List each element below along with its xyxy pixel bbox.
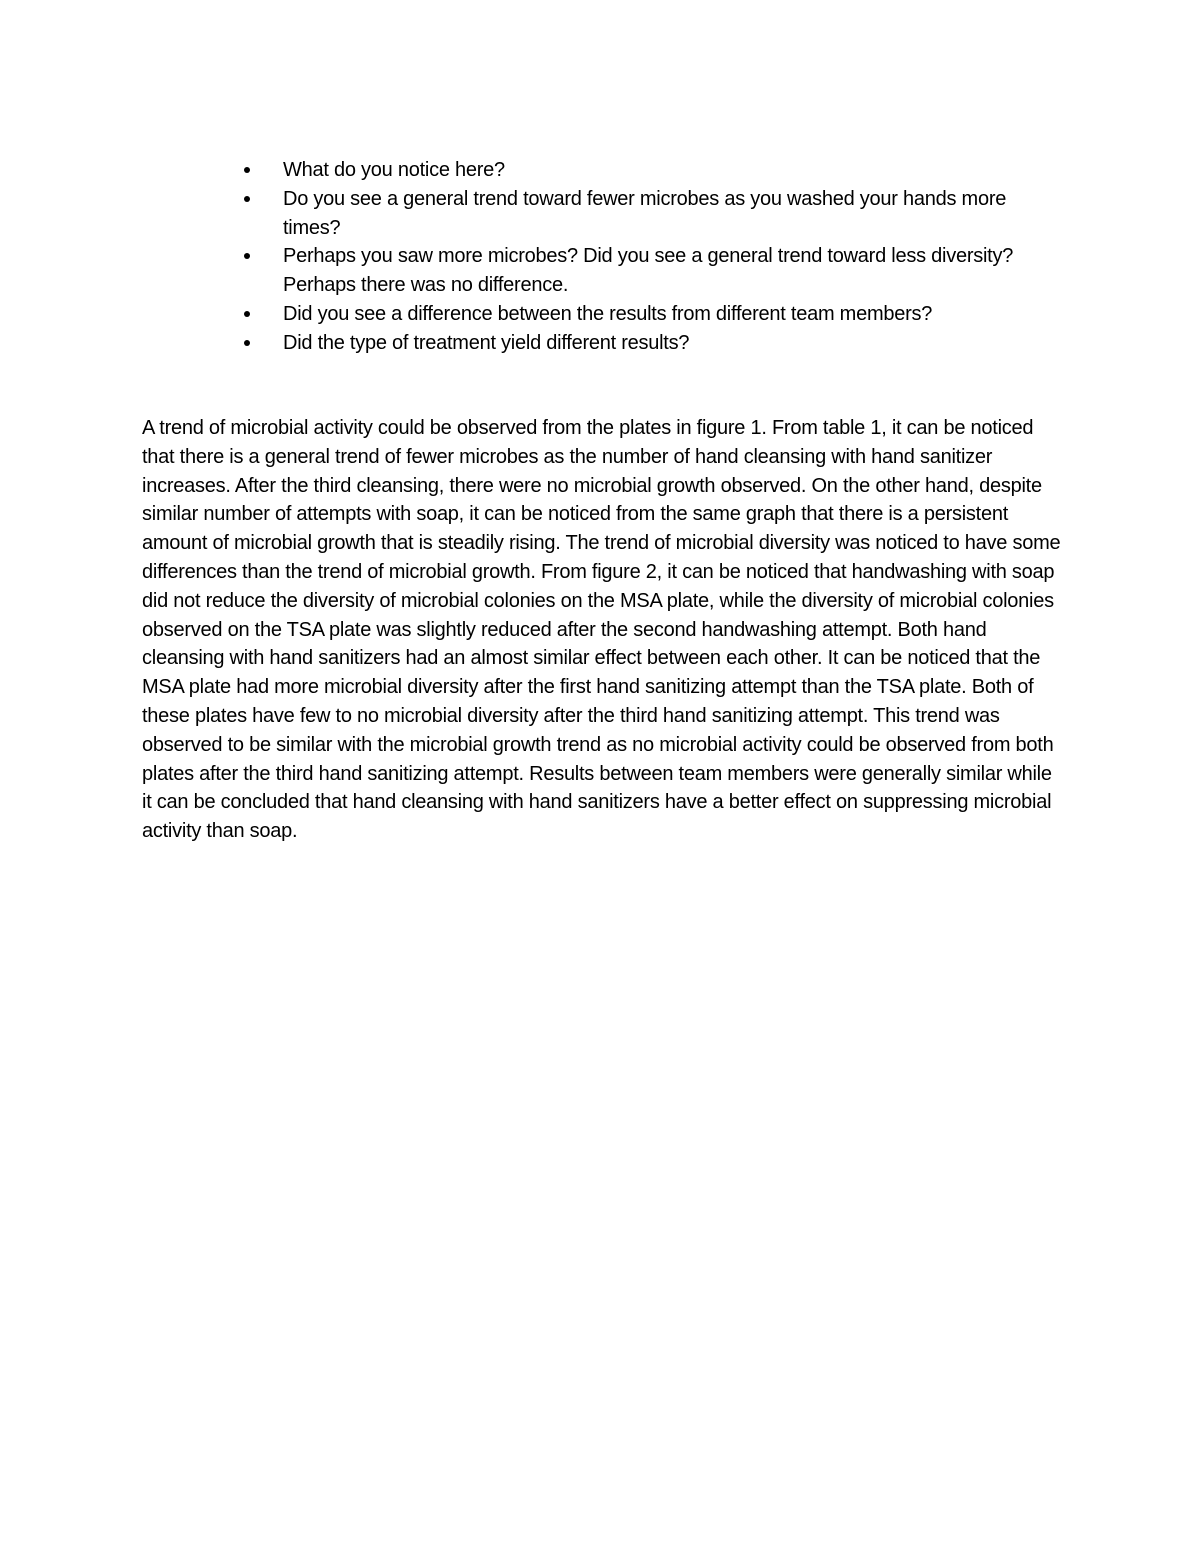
bullet-icon [244, 167, 250, 173]
question-list [242, 156, 1042, 358]
list-item [242, 300, 1042, 329]
list-item-text: Perhaps you saw more microbes? Did you see a general trend toward less diversity? Perhaps there was no difference. [283, 245, 1014, 297]
list-item [242, 329, 1042, 358]
list-item [242, 185, 1042, 243]
bullet-icon [244, 311, 250, 317]
list-item-text: Did the type of treatment yield different results? [283, 331, 690, 354]
list-item [242, 242, 1042, 300]
list-item-text: Did you see a difference between the results from different team members? [283, 302, 933, 325]
list-item-text: Do you see a general trend toward fewer microbes as you washed your hands more times? [283, 187, 1007, 239]
bullet-icon [244, 253, 250, 259]
list-item-text: What do you notice here? [283, 159, 505, 181]
body-paragraph: A trend of microbial activity could be observed from the plates in figure 1. From table 1, it can be noticed that there is a general trend of fewer microbes as the number of hand cleansing with hand sanitizer increases. After the third cleansing, there were no microbial growth observed. On the other hand, despite similar number of attempts with soap, it can be noticed from the same graph that there is a persistent amount of microbial growth that is steadily rising. The trend of microbial diversity was noticed to have some differences than the trend of microbial growth. From figure 2, it can be noticed that handwashing with soap did not reduce the diversity of microbial colonies on the MSA plate, while the diversity of microbial colonies observed on the TSA plate was slightly reduced after the second handwashing attempt. Both hand cleansing with hand sanitizers had an almost similar effect between each other. It can be noticed that the MSA plate had more microbial diversity after the first hand sanitizing attempt than the TSA plate. Both of these plates have few to no microbial diversity after the third hand sanitizing attempt. This trend was observed to be similar with the microbial growth trend as no microbial activity could be observed from both plates after the third hand sanitizing attempt. Results between team members were generally similar while it can be concluded that hand cleansing with hand sanitizers have a better effect on suppressing microbial activity than soap. [142, 417, 1061, 843]
bullet-icon [244, 196, 250, 202]
bullet-icon [244, 340, 250, 346]
list-item [242, 156, 1042, 185]
